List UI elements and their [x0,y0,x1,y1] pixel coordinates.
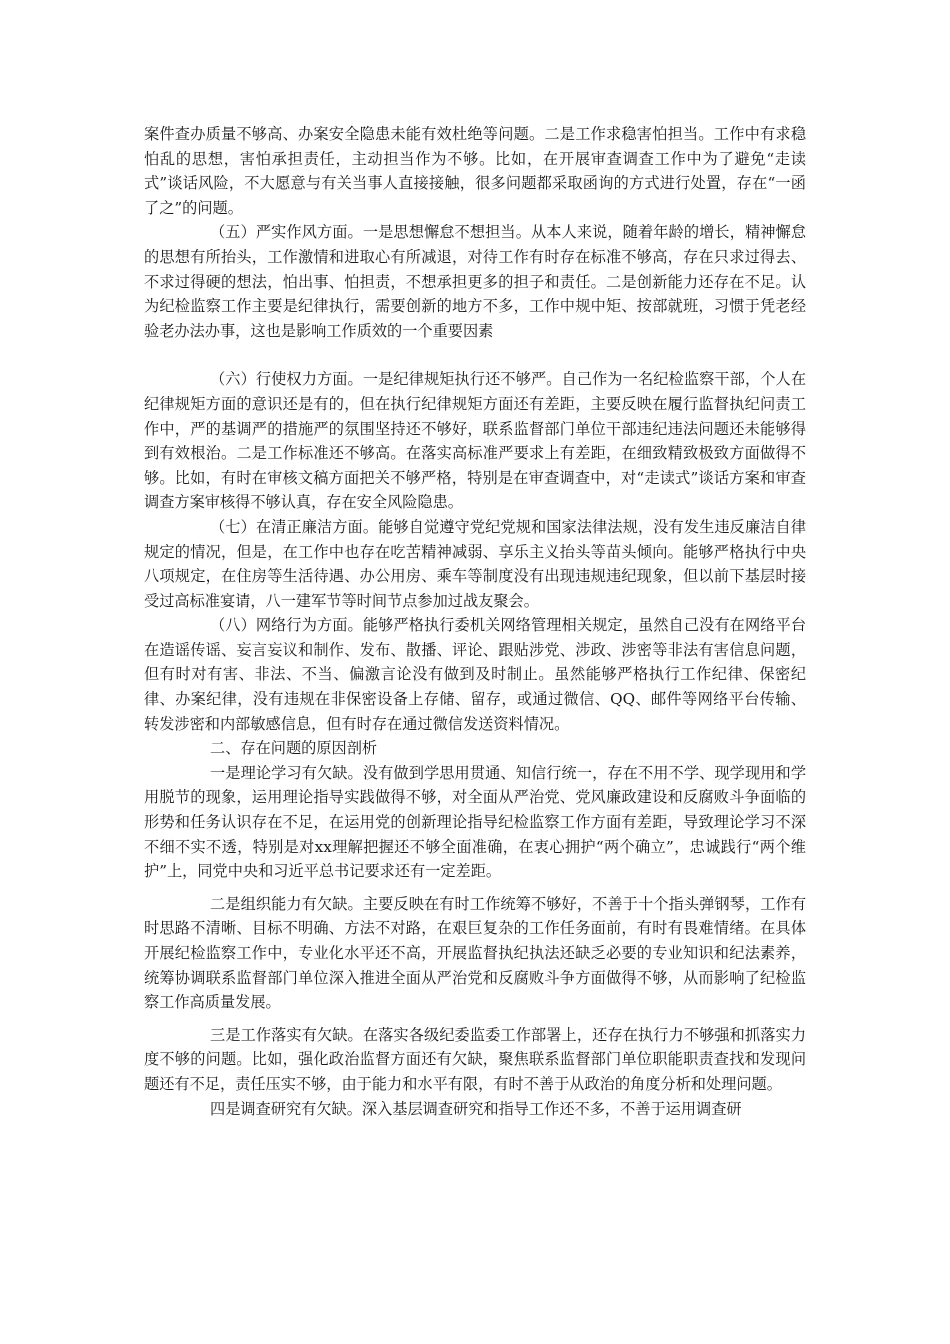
section-heading-cause-analysis: 二、存在问题的原因剖析 [210,739,378,758]
paragraph-gap [144,884,806,892]
paragraph-organization-ability: 二是组织能力有欠缺。主要反映在有时工作统筹不够好，不善于十个指头弹钢琴，工作有时思路不清晰、目标不明确、方法不对路，在艰巨复杂的工作任务面前，有时有畏难情绪。在具体开展纪检监察工作中，专业化水平还不高，开展监督执纪执法还缺乏必要的专业知识和纪法素养，统筹协调联系监督部门单位深入推进全面从严治党和反腐败斗争方面做得不够，从而影响了纪检监察工作高质量发展。 [144,894,806,1012]
paragraph-theory-study: 一是理论学习有欠缺。没有做到学思用贯通、知信行统一，存在不用不学、现学现用和学用脱节的现象，运用理论指导实践做得不够，对全面从严治党、党风廉政建设和反腐败斗争面临的形势和任务认识存在不足，在运用党的创新理论指导纪检监察工作方面有差距，导致理论学习不深不细不实不透，特别是对xx理解把握还不够全面准确，在衷心拥护“两个确立”，忠诚践行“两个维护”上，同党中央和习近平总书记要求还有一定差距。 [144,763,806,881]
document-page [144,122,806,1121]
paragraph-power-exercise: （六）行使权力方面。一是纪律规矩执行还不够严。自己作为一名纪检监察干部，个人在纪律规矩方面的意识还是有的，但在执行纪律规矩方面还有差距，主要反映在履行监督执纪问责工作中，严的基调严的措施严的氛围坚持还不够好，联系监督部门单位干部违纪违法问题还未能够得到有效根治。二是工作标准还不够高。在落实高标准严要求上有差距，在细致精致极致方面做得不够。比如，有时在审核文稿方面把关不够严格，特别是在审查调查中，对“走读式”谈话方案和审查调查方案审核得不够认真，存在安全风险隐患。 [144,370,806,512]
paragraph-work-implementation: 三是工作落实有欠缺。在落实各级纪委监委工作部署上，还存在执行力不够强和抓落实力度不够的问题。比如，强化政治监督方面还有欠缺，聚焦联系监督部门单位职能职责查找和发现问题还有不足，责任压实不够，由于能力和水平有限，有时不善于从政治的角度分析和处理问题。 [144,1025,806,1093]
paragraph-integrity: （七）在清正廉洁方面。能够自觉遵守党纪党规和国家法律法规，没有发生违反廉洁自律规定的情况，但是，在工作中也存在吃苦精神减弱、享乐主义抬头等苗头倾向。能够严格执行中央八项规定，在住房等生活待遇、办公用房、乘车等制度没有出现违规违纪现象，但以前下基层时接受过高标准宴请，八一建军节等时间节点参加过战友聚会。 [144,517,806,610]
paragraph-work-style: （五）严实作风方面。一是思想懈怠不想担当。从本人来说，随着年龄的增长，精神懈怠的思想有所抬头，工作激情和进取心有所减退，对待工作有时存在标准不够高，存在只求过得去、不求过得硬的想法，怕出事、怕担责，不想承担更多的担子和责任。二是创新能力还存在不足。认为纪检监察工作主要是纪律执行，需要创新的地方不多，工作中规中矩、按部就班，习惯于凭老经验老办法办事，这也是影响工作质效的一个重要因素 [144,223,806,340]
paragraph-gap [144,1015,806,1023]
paragraph-case-handling: 案件查办质量不够高、办案安全隐患未能有效杜绝等问题。二是工作求稳害怕担当。工作中有求稳怕乱的思想，害怕承担责任，主动担当作为不够。比如，在开展审查调查工作中为了避免“走读式”谈话风险，不大愿意与有关当事人直接接触，很多问题都采取函询的方式进行处置，存在“一函了之”的问题。 [144,125,806,217]
paragraph-research: 四是调查研究有欠缺。深入基层调查研究和指导工作还不多，不善于运用调查研 [210,1099,742,1118]
paragraph-online-behavior: （八）网络行为方面。能够严格执行委机关网络管理相关规定，虽然自己没有在网络平台在造谣传谣、妄言妄议和制作、发布、散播、评论、跟贴涉党、涉政、涉密等非法有害信息问题，但有时对有害、非法、不当、偏激言论没有做到及时制止。虽然能够严格执行工作纪律、保密纪律、办案纪律，没有违规在非保密设备上存储、留存，或通过微信、QQ、邮件等网络平台传输、转发涉密和内部敏感信息，但有时存在通过微信发送资料情况。 [144,616,806,733]
paragraph-gap [144,343,806,367]
